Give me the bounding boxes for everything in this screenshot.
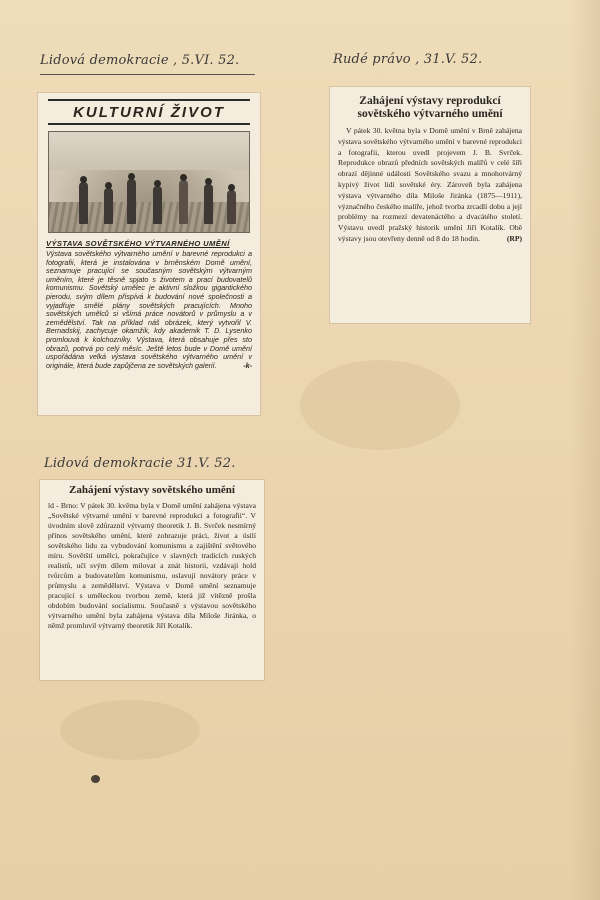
article-text: V pátek 30. května byla v Domě umění v Brně zahájena výstava sovětského výtvarného umění v barevné reprodukci a fotografii, kterou uvedl projevem J. B. Svrček. Reprodukce obrazů předních sovětských malířů v celé šíři obrazí dějinné události Sovětského svazu a mnohotvárný kypivý život lidí sovětské éry. Zároveň byla zahájena výstava výtvarného díla Miloše Jiránka (1875—1911), význačného českého malíře, jehož tvorba zrcadlí dobu a její problémy na rozmezí devatenáctého a dvacátého století. Výstavu uvedl pražský historik umění Jiří Kotalík. Obě výstavy jsou otevřeny denně od 8 do 18 hodin. — [338, 126, 522, 243]
paper-stain — [300, 360, 460, 450]
newspaper-photo — [48, 131, 250, 233]
handwritten-note-top-right: Rudé právo , 31.V. 52. — [333, 52, 483, 67]
photo-figure — [227, 190, 236, 224]
photo-figure — [179, 180, 188, 224]
photo-figure-head — [128, 173, 135, 180]
photo-figure-head — [205, 178, 212, 185]
photo-figure — [127, 179, 136, 224]
photo-figure — [153, 186, 162, 224]
handwritten-note-bottom-left: Lidová demokracie 31.V. 52. — [44, 456, 236, 471]
article-body — [338, 126, 522, 245]
article-headline: Zahájení výstavy sovětského umění — [69, 484, 235, 496]
article-signature: -k- — [243, 360, 252, 370]
newspaper-clipping-lidova-demokracie — [40, 480, 264, 680]
photo-figure-head — [154, 180, 161, 187]
newspaper-clipping-rude-pravo — [330, 87, 530, 323]
photo-figure-head — [80, 176, 87, 183]
article-signature: (RP) — [506, 233, 522, 243]
photo-figure — [104, 188, 113, 224]
article-body — [46, 250, 252, 370]
article-body: ld - Brno: V pátek 30. května byla v Domě umění zahájena výstava „Sovětské výtvarné umění v barevné reprodukci a fotografii“. V úvodním slově zdůraznil výtvarný theoretik J. B. Svrček nesmírný přínos sovětského umění, které zobrazuje práci, život a úsilí sovětského lidu za vybudování komunismu a zajištění světového míru. Sovětští umělci, pokračujíce v slavných tradicích ruských realistů, učí svým dílem milovat a znát historii, vzdávají hold tvůrcům a budovatelům komunismu, oslavují novátory práce v průmyslu a zemědělství. Výstava v Domě umění seznamuje pracující s uměleckou tvorbou země, která již vítězně prošla obdobím budování socialismu. Současně s výstavou sovětského výtvarného umění byla zahájena výstava díla Miloše Jiránka, o němž promluvil výtvarný theoretik Jiří Kotalík. — [48, 501, 256, 630]
section-heading-box — [48, 99, 250, 125]
section-heading: KULTURNÍ ŽIVOT — [73, 103, 225, 121]
punch-hole — [91, 775, 100, 783]
photo-sky — [49, 132, 249, 170]
photo-figure-head — [228, 184, 235, 191]
photo-figure-head — [105, 182, 112, 189]
paper-stain — [60, 700, 200, 760]
article-title: VÝSTAVA SOVĚTSKÉHO VÝTVARNÉHO UMĚNÍ — [46, 239, 230, 248]
ink-underline — [40, 74, 255, 75]
photo-figure — [79, 182, 88, 224]
photo-figure-head — [180, 174, 187, 181]
handwritten-note-top-left: Lidová demokracie , 5.VI. 52. — [40, 53, 240, 68]
newspaper-clipping-kulturni-zivot — [38, 93, 260, 415]
photo-figure — [204, 184, 213, 224]
article-headline: Zahájení výstavy reprodukcí sovětského výtvarného umění — [357, 95, 503, 120]
article-text: Výstava sovětského výtvarného umění v barevné reprodukci a fotografii, která je instalována v brněnském Domě umění, seznamuje pracující se současným sovětským výtvarným uměním, které je těsně spjato s životem a prací budovatelů komunismu. Sovětský umělec je aktivní složkou gigantického pierodu, svým dílem přispívá k budování nové společnosti a vyjadřuje smělé plány sovětských pracujících. Mnoho sovětských umělců si všímá práce novátorů v průmyslu a v zemědělství. Tak na příklad náš obrázek, který vytvořil V. Bernadskij, zachycuje okamžik, kdy akademik T. D. Lysenko promlouvá k kolchozníky. Výstava, která obsahuje přes sto obrazů, potrvá po celý měsíc. Ještě letos bude v Domě umění uspořádána velká výstava sovětského výtvarného umění v originále, která bude zapůjčena ze sovětských galerií. — [46, 249, 252, 370]
